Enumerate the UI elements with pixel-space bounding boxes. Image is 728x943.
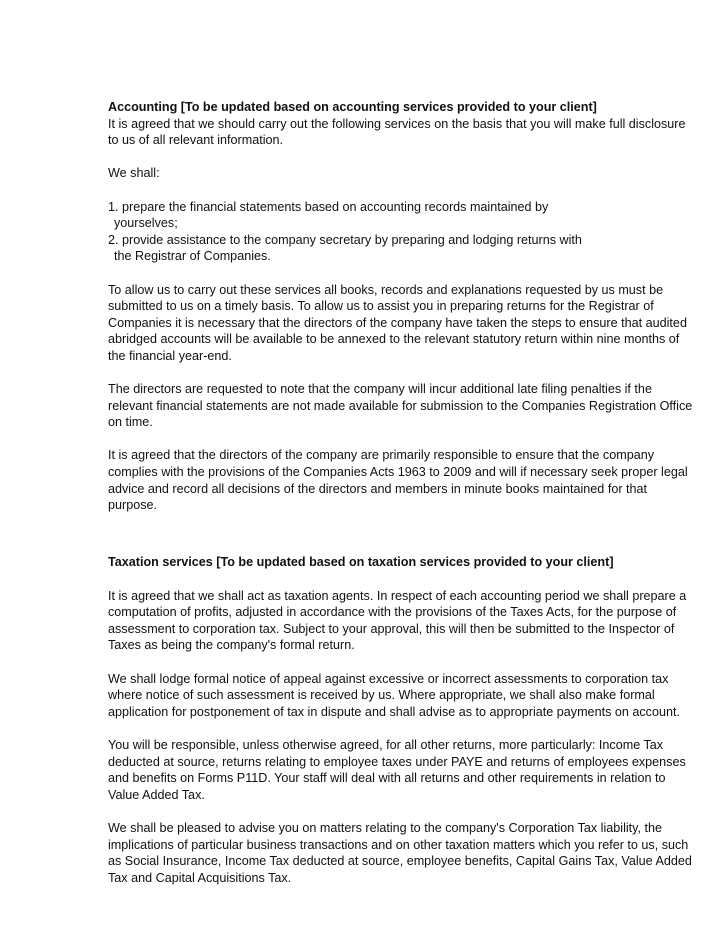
taxation-heading: Taxation services [To be updated based on taxation services provided to your client] [108,555,614,570]
paragraph-penalties: The directors are requested to note that the company will incur additional late filing penalties if the relevant financial statements are not made available for submission to the Companies Registration Office on time. [108,382,693,430]
spacer [108,538,693,555]
spacer [108,149,693,166]
list-item-continuation: the Registrar of Companies. [114,249,271,264]
we-shall-label: We shall: [108,166,160,181]
paragraph-agents: It is agreed that we shall act as taxation agents. In respect of each accounting period we shall prepare a computation of profits, adjusted in accordance with the provisions of the Taxes Acts, for the purpose of assessment to corporation tax. Subject to your approval, this will then be submitted to the Inspector of Taxes as being the company's formal return. [108,588,687,653]
paragraph-appeal: We shall lodge formal notice of appeal against excessive or incorrect assessments to corporation tax where notice of such assessment is received by us. Where appropriate, we shall also make formal application for postponement of tax in dispute and shall advise as to appropriate payments on account. [108,671,680,719]
paragraph-directors: It is agreed that the directors of the company are primarily responsible to ensure that the company complies with the provisions of the Companies Acts 1963 to 2009 and will if necessary seek proper legal advice and record all decisions of the directors and members in minute books maintained for that purpose. [108,448,688,513]
spacer [108,265,693,282]
spacer [108,514,693,538]
spacer [108,431,693,448]
spacer [108,720,693,737]
paragraph-responsible: You will be responsible, unless otherwise agreed, for all other returns, more particularly: Income Tax deducted at source, returns relating to employee taxes under PAYE and returns of employees expenses and benefits on Forms P11D. Your staff will deal with all returns and other requirements in relation to Value Added Tax. [108,737,686,802]
paragraph-books: To allow us to carry out these services all books, records and explanations requested by us must be submitted to us on a timely basis. To allow us to assist you in preparing returns for the Registrar of Companies it is necessary that the directors of the company have taken the steps to ensure that audited abridged accounts will be available to be annexed to the relevant statutory return within nine months of the financial year-end. [108,282,687,363]
document-page [108,99,693,886]
list-item [108,232,693,265]
list-item [108,199,693,232]
accounting-heading: Accounting [To be updated based on accounting services provided to your client] [108,100,597,114]
spacer [108,803,693,820]
list-item-line: 1. prepare the financial statements based on accounting records maintained by [108,199,549,214]
list-item-line: 2. provide assistance to the company secretary by preparing and lodging returns with [108,232,582,247]
list-item-continuation: yourselves; [114,216,178,231]
paragraph-advise: We shall be pleased to advise you on matters relating to the company's Corporation Tax liability, the implications of particular business transactions and on other taxation matters which you refer to us, such as Social Insurance, Income Tax deducted at source, employee benefits, Capital Gains Tax, Value Added Tax and Capital Acquisitions Tax. [108,820,692,885]
spacer [108,654,693,671]
accounting-intro: It is agreed that we should carry out the following services on the basis that you will make full disclosure to us of all relevant information. [108,116,686,148]
spacer [108,182,693,199]
spacer [108,365,693,382]
spacer [108,571,693,588]
